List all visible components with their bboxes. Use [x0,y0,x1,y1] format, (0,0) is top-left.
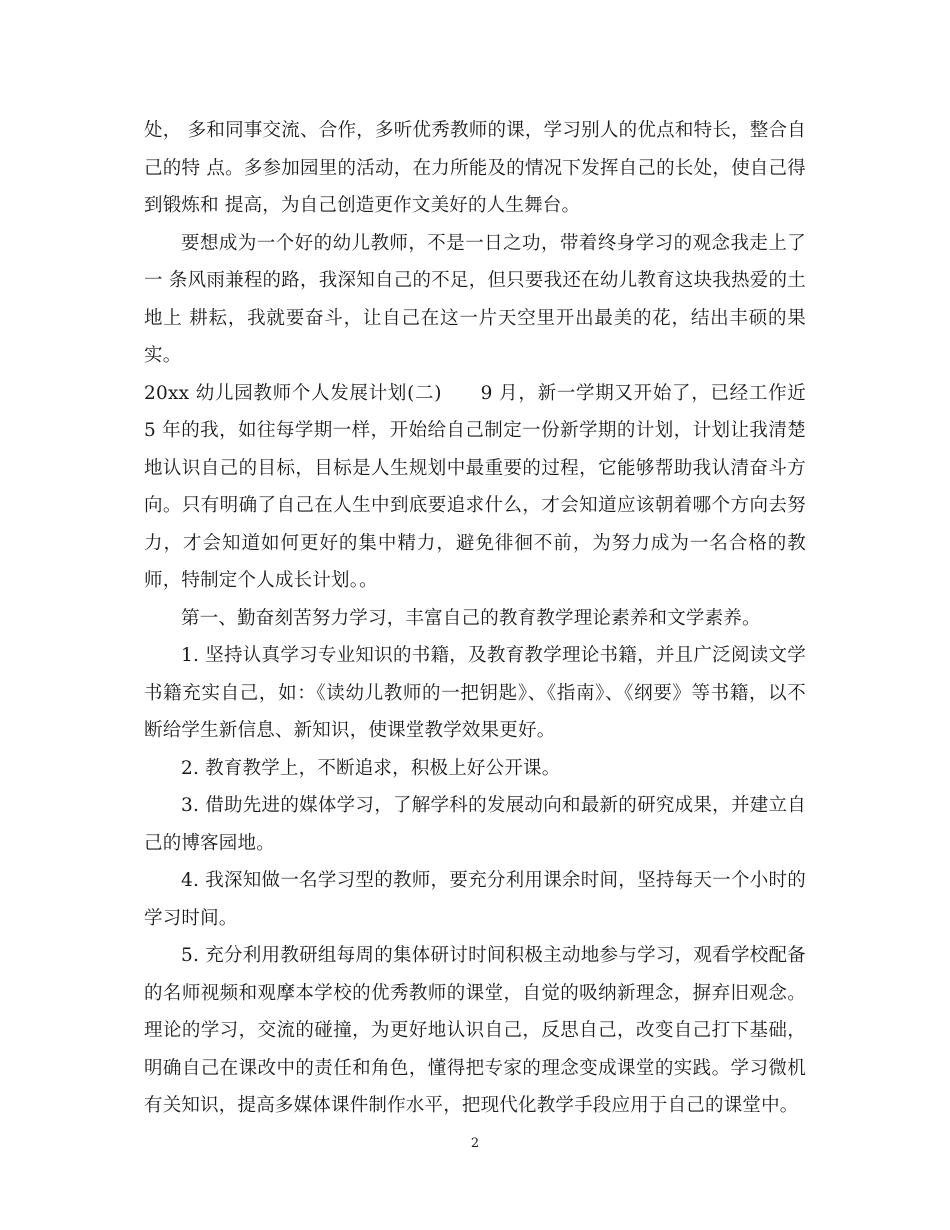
paragraph-8: 4. 我深知做一名学习型的教师，要充分利用课余时间，坚持每天一个小时的学习时间。 [144,870,806,929]
paragraph-2: 要想成为一个好的幼儿教师，不是一日之功，带着终身学习的观念我走上了一 条风雨兼程的路，我深知自己的不足，但只要我还在幼儿教育这块我热爱的土地上 耕耘，我就要奋斗，让自己在这一片天空里开出最美的花，结出丰硕的果实。 [144,232,806,366]
paragraph-9: 5. 充分利用教研组每周的集体研讨时间积极主动地参与学习，观看学校配备的名师视频和观摩本学校的优秀教师的课堂，自觉的吸纳新理念，摒弃旧观念。理论的学习，交流的碰撞，为更好地认识自己，反思自己，改变自己打下基础，明确自己在课改中的责任和角色，懂得把专家的理念变成课堂的实践。学习微机有关知识，提高多媒体课件制作水平，把现代化教学手段应用于自己的课堂中。 [144,945,806,1116]
page-number: 2 [470,1136,480,1151]
paragraph-1: 处， 多和同事交流、合作，多听优秀教师的课，学习别人的优点和特长，整合自己的特 点。多参加园里的活动，在力所能及的情况下发挥自己的长处，使自己得到锻炼和 提高，为自己创造更作文美好的人生舞台。 [144,120,806,216]
paragraph-7: 3. 借助先进的媒体学习，了解学科的发展动向和最新的研究成果，并建立自己的博客园地。 [144,795,806,854]
paragraph-5: 1. 坚持认真学习专业知识的书籍，及教育教学理论书籍，并且广泛阅读文学书籍充实自己，如：《读幼儿教师的一把钥匙》、《指南》、《纲要》等书籍，以不断给学生新信息、新知识，使课堂教学效果更好。 [144,645,806,741]
paragraph-6: 2. 教育教学上，不断追求，积极上好公开课。 [181,757,561,779]
paragraph-4: 第一、勤奋刻苦努力学习，丰富自己的教育教学理论素养和文学素养。 [181,607,761,629]
document-body [144,112,806,1125]
paragraph-3: 20xx 幼儿园教师个人发展计划(二) 9 月，新一学期又开始了，已经工作近 5 年的我，如往每学期一样，开始给自己制定一份新学期的计划，计划让我清楚地认识自己的目标，目标是人生规划中最重要的过程，它能够帮助我认清奋斗方向。只有明确了自己在人生中到底要追求什么，才会知道应该朝着哪个方向去努力，才会知道如何更好的集中精力，避免徘徊不前，为努力成为一名合格的教师，特制定个人成长计划。。 [144,382,806,591]
